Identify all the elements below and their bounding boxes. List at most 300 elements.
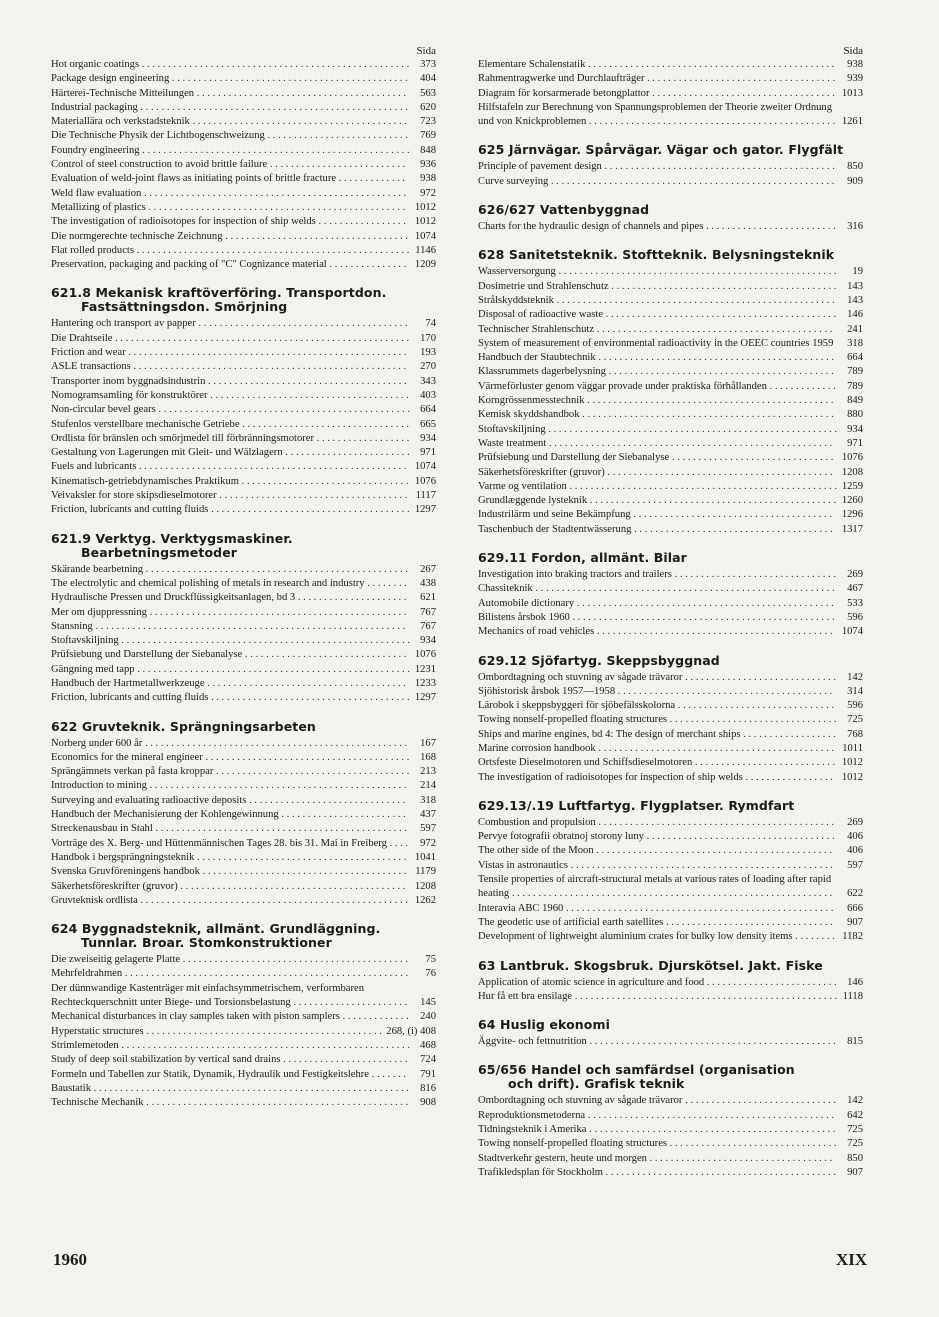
- dot-leader: . . . . . . . . . . . . . . . . . . . . . . . . . . . . . . . . . . . . . .: [631, 523, 833, 535]
- dot-leader: . . . . . . . . . . . . . . . . . . . . . . . . . . . . . . . . . . . . . .: [205, 375, 407, 387]
- page-number: 269: [847, 816, 863, 828]
- page-number: 142: [847, 671, 863, 683]
- entry-title-text: Mechanical disturbances in clay samples taken with piston samplers: [51, 1011, 340, 1023]
- page-number: 373: [420, 59, 436, 70]
- page-number: 403: [420, 389, 436, 401]
- section-heading: [51, 922, 436, 950]
- entry-title-text: Economics for the mineral engineer: [51, 751, 203, 763]
- page-number: 143: [847, 280, 863, 292]
- entry-title-text: Fuels and lubricants: [51, 461, 137, 473]
- entry-title: [51, 822, 410, 836]
- entry-title-text: Strålskyddsteknik: [478, 294, 554, 306]
- index-entry: [51, 215, 436, 229]
- dot-leader: . . . . . . . . . . . . . . . . . . . . . . . . . . . . . . . . . . . . . . . . . . . . .: [594, 323, 833, 335]
- entry-title-text: Hilfstafeln zur Berechnung von Spannungsproblemen der Theorie zweiter Ordnung und von Knickproblemen: [478, 101, 833, 128]
- entry-title: [51, 982, 410, 1011]
- section-heading-line: 621.9 Verktyg. Verktygsmaskiner.: [51, 530, 293, 546]
- page-number: 1297: [414, 692, 436, 704]
- page-number: 848: [420, 144, 436, 156]
- entry-title: [51, 375, 410, 389]
- entry-title-text: Hantering och transport av papper: [51, 318, 196, 330]
- entry-title: [478, 713, 837, 727]
- entry-title-text: Combustion and propulsion: [478, 816, 596, 828]
- entry-title-text: Sjöhistorisk årsbok 1957—1958: [478, 685, 616, 697]
- entry-title: [51, 72, 410, 86]
- entry-title: [51, 403, 410, 417]
- dot-leader: . . . . . . . . . . . . . . . . . . . . . . . . . . . . . .: [675, 700, 835, 712]
- page-number: 343: [420, 375, 436, 387]
- entry-title: [478, 816, 837, 830]
- section-heading: [478, 654, 863, 668]
- entry-title-text: Formeln und Tabellen zur Statik, Dynamik, Hydraulik und Festigkeitslehre: [51, 1068, 369, 1080]
- page-number: 1262: [414, 894, 436, 906]
- dot-leader: . . . . . . . . . . . . . . . . . . . . . . . . . . . . . . . . . . . . . . . . . . . . . . . . . . . . . . .: [545, 423, 838, 435]
- page-number: 318: [420, 794, 436, 806]
- page-number: 270: [420, 361, 436, 373]
- entry-title-text: Package design engineering: [51, 73, 170, 85]
- entry-title: [478, 742, 837, 756]
- page-number: 1261: [841, 116, 863, 128]
- index-entry: [478, 87, 863, 101]
- dot-leader: . . . . . . . . . . . . . . . . . . . . . . . . . . . . . . . . . . . . . . . . . . .: [605, 366, 834, 378]
- entry-title-text: Wasserversorgung: [478, 266, 556, 278]
- index-entry: [478, 58, 863, 72]
- dot-leader: . . . . . . . . . . . . . . . . . . . . . . . . . . . . . . . . . . . . . . . . . . . . . . . . . . . . . . .: [118, 1039, 410, 1051]
- entry-title: [51, 751, 410, 765]
- dot-leader: . . . . . . . . . . . . . . . . . . . . . . . . . . . . . . . . . . . . . . . . . . . . .: [593, 845, 832, 857]
- entry-title: [51, 258, 410, 272]
- index-entry: [51, 317, 436, 331]
- page-number: 907: [847, 916, 863, 928]
- dot-leader: . . . . . . . . . . . . .: [766, 380, 836, 392]
- entry-title-text: Reproduktionsmetoderna: [478, 1109, 586, 1121]
- dot-leader: . . . . . . . . . . . . . . . . . . . . . . . . . . . . . . . . . . . . . . . . . . . . . . .: [586, 1036, 836, 1048]
- section-heading-line: 629.13/.19 Luftfartyg. Flygplatser. Rymdfart: [478, 797, 795, 813]
- page-number: 146: [847, 976, 863, 988]
- index-entry: [51, 58, 436, 72]
- entry-title: [51, 201, 410, 215]
- dot-leader: . . . . . . . . . . . . . . . . . . . . . . . . . . . . . . . . . . . . . . . . . . . . . . . . . . . . . . . . . . . .: [91, 1082, 409, 1094]
- entry-title-text: The electrolytic and chemical polishing of metals in research and industry: [51, 577, 365, 589]
- entry-title: [478, 423, 837, 437]
- dot-leader: . . . . . . . . . . . . . . . . .: [315, 216, 406, 228]
- index-entry: [51, 144, 436, 158]
- dot-leader: . . . . . . . . . . . . . . . . . . . . . . . . . . . . . . . . . . . . . . . . . . . . . . . . . . . . . .: [546, 437, 833, 449]
- index-entry: [478, 494, 863, 508]
- dot-leader: . . . . . . . . . . . . . . . . . . . . . . . . . . . . . . . . . . . . . .: [204, 677, 406, 689]
- dot-leader: . . . . . . . . . . . . .: [339, 1011, 409, 1023]
- index-entry: [478, 508, 863, 522]
- entry-title-text: Skärande bearbetning: [51, 563, 144, 575]
- page-number: 269: [847, 569, 863, 581]
- page-number: 880: [847, 409, 863, 421]
- page-number: 791: [420, 1068, 436, 1080]
- dot-leader: . . . . . . . . . . . . . . . . . . . . . . . . . . . . . . . . . . . . . . . . . . . . . . . . . . . .: [133, 244, 410, 256]
- entry-title-text: Säkerhetsföreskrifter (gruvor): [478, 466, 605, 478]
- entry-title: [478, 671, 837, 685]
- index-entry: [51, 563, 436, 577]
- dot-leader: . . . . . . . . . . . . . . . . .: [742, 771, 833, 783]
- index-entry: [478, 72, 863, 86]
- entry-title: [51, 144, 410, 158]
- index-entry: [478, 365, 863, 379]
- entry-title: [478, 294, 837, 308]
- dot-leader: . . . . . . . . . . . . . . . . . . . . . . . . . . . . . . . . . . . . . . . . . . . . . . . . . .: [572, 990, 837, 1002]
- index-entry: [478, 1152, 863, 1166]
- index-entry: [51, 620, 436, 634]
- page-number: 145: [420, 997, 436, 1009]
- entry-title-text: ASLE transactions: [51, 361, 131, 373]
- entry-title: [51, 187, 410, 201]
- dot-leader: . . . . . . . . . . . . . . . . . . . . . . . . . . . . . . . . . . . . . . . .: [195, 318, 408, 330]
- index-entry: [51, 418, 436, 432]
- entry-title: [51, 317, 410, 331]
- entry-title-text: Ortsfeste Dieselmotoren und Schiffsdieselmotoren: [478, 757, 693, 769]
- page-number: 146: [847, 309, 863, 321]
- entry-title-text: Norberg under 600 år: [51, 737, 143, 749]
- entry-title: [51, 779, 410, 793]
- index-entry: [51, 894, 436, 908]
- entry-title: [51, 58, 410, 72]
- entry-title-text: Weld flaw evaluation: [51, 187, 142, 199]
- entry-title: [478, 1094, 837, 1108]
- entry-title-text: Kinematisch-getriebdynamisches Praktikum: [51, 475, 239, 487]
- entry-title-text: Control of steel construction to avoid brittle failure: [51, 159, 268, 171]
- section-heading-line: Fastsättningsdon. Smörjning: [81, 299, 288, 315]
- dot-leader: . . . .: [386, 837, 409, 849]
- page-number: 768: [847, 728, 863, 740]
- entry-title: [478, 976, 837, 990]
- section-heading: [478, 143, 863, 157]
- entry-title-text: Diagram för korsarmerade betongplattor: [478, 87, 650, 99]
- dot-leader: . . . . . . . . . . . . . . . . . . . . . . . . . . . . . . . . . . .: [646, 1152, 833, 1164]
- index-entry: [51, 115, 436, 129]
- section-heading: [478, 1018, 863, 1032]
- entry-title: [478, 699, 837, 713]
- entry-title: [478, 308, 837, 322]
- dot-leader: . . . . . . . . . . . . . . . . . . . . . . . . . . . . . . . .: [667, 714, 837, 726]
- page-number: 1074: [414, 461, 436, 473]
- dot-leader: . . . . . . . . . . . . . . . . . . . . . . . . . . . . . . . . . . . . . . . . . . .: [177, 880, 406, 892]
- entry-title-text: Hyperstatic structures: [51, 1025, 144, 1037]
- entry-title: [51, 1010, 410, 1024]
- section-heading-line: Tunnlar. Broar. Stomkonstruktioner: [81, 935, 332, 951]
- index-entry: [51, 503, 436, 517]
- page-number: 467: [847, 583, 863, 595]
- index-entry: [478, 294, 863, 308]
- page-number: 620: [420, 101, 436, 113]
- page-number: 142: [847, 1095, 863, 1107]
- page-number: 1233: [414, 677, 436, 689]
- index-entry: [51, 591, 436, 605]
- page-number: 725: [847, 1124, 863, 1136]
- page-number: 789: [847, 380, 863, 392]
- dot-leader: . . . . . . . . . . . . . . . . . . . . . . . . . . . . . . . . . . . . . .: [630, 509, 832, 521]
- dot-leader: . . . . . . . . . . . . . . . . . . . . . . . . . . . . . . . . . . . . . . .: [202, 751, 410, 763]
- entry-title: [478, 466, 837, 480]
- entry-title: [51, 837, 410, 851]
- dot-leader: . . . . . . .: [369, 1068, 407, 1080]
- dot-leader: . . . . . . . . . . . . . . . . . . . . . . . . . . . . . . . . . . . . . . . . . . . . . . . . . .: [143, 1097, 409, 1109]
- dot-leader: . . . . . . . . . . . . . . . . . . . . . . . . . . . . . . . . . . . . . . . . . . . . . . . . .: [146, 780, 407, 792]
- entry-title-text: Prüfsiebung und Darstellung der Siebanalyse: [478, 452, 670, 464]
- index-entry: [478, 756, 863, 770]
- section-heading-line: och drift). Grafisk teknik: [508, 1076, 685, 1092]
- entry-title-text: Stadtverkehr gestern, heute und morgen: [478, 1152, 647, 1164]
- entry-title: [51, 389, 410, 403]
- page-number: 850: [847, 161, 863, 173]
- entry-title: [51, 691, 410, 705]
- entry-title-text: Handbuch der Mechanisierung der Kohlengewinnung: [51, 809, 279, 821]
- entry-title: [478, 1166, 837, 1180]
- page-number: 1317: [841, 523, 863, 535]
- entry-title: [51, 794, 410, 808]
- entry-title-text: Handbok i bergsprängningsteknik: [51, 851, 195, 863]
- entry-title: [478, 380, 837, 394]
- page-number: 1011: [842, 742, 863, 754]
- entry-title: [51, 663, 410, 677]
- entry-title-text: Transporter inom byggnadsindustrin: [51, 375, 206, 387]
- page-number: 267: [420, 563, 436, 575]
- dot-leader: . . . . . . . . . . . . . . . . . . . . . . . . . . . . . . . . . . . . . . . . . . . . .: [595, 816, 835, 828]
- page-number: 767: [420, 620, 436, 632]
- entry-title: [478, 101, 837, 130]
- index-entry: [51, 489, 436, 503]
- page-number: 1179: [415, 866, 436, 878]
- page-number: 1012: [841, 757, 863, 769]
- page-number: 1074: [414, 230, 436, 242]
- dot-leader: . . . . . . . . . . . . . . . . . . . . . . . . . . . . . . . . . . . . . . . . . . . . . . . . . . . . .: [555, 266, 837, 278]
- entry-title-text: Surveying and evaluating radioactive deposits: [51, 794, 247, 806]
- dot-leader: . . . . . . . . . . . . .: [336, 173, 405, 185]
- index-entry: [478, 930, 863, 944]
- entry-title: [478, 408, 837, 422]
- page-number: 597: [847, 859, 863, 871]
- entry-title: [51, 332, 410, 346]
- page-number: 167: [420, 737, 436, 749]
- entry-title: [478, 902, 837, 916]
- index-entry: [51, 953, 436, 967]
- left-column: [51, 44, 436, 1110]
- dot-leader: . . . . . . . . . . . . . . . . . . . . . . . . . . . . . . . . . . . . . . . . . . . . . . . . . .: [569, 611, 835, 623]
- entry-title-text: Sprängämnets verkan på fasta kroppar: [51, 766, 214, 778]
- entry-title: [478, 494, 837, 508]
- dot-leader: . . . . . . . . . . . . . . . . . . . . . . . . . . .: [264, 130, 408, 142]
- dot-leader: . . . . . . . . . . . . . . . . . . . . . . . . . . . . . . . . . . . . .: [213, 766, 410, 778]
- index-entry: [478, 597, 863, 611]
- entry-title: [51, 620, 410, 634]
- entry-title: [478, 597, 837, 611]
- dot-leader: . . . . . . . . . . . . . . . . . . . . . . . . . . . . . . . . . . . . . . . .: [194, 851, 407, 863]
- entry-title: [51, 737, 410, 751]
- entry-title-text: Nomogramsamling för konstruktörer: [51, 389, 208, 401]
- page-number: 972: [420, 837, 436, 849]
- entry-title: [478, 756, 837, 770]
- index-entry: [51, 837, 436, 851]
- entry-title-text: Friction, lubricants and cutting fluids: [51, 692, 209, 704]
- page-number: 74: [425, 318, 436, 330]
- index-entry: [478, 685, 863, 699]
- entry-title: [51, 346, 410, 360]
- page-number: 596: [847, 700, 863, 712]
- entry-title: [478, 1137, 837, 1151]
- index-entry: [51, 258, 436, 272]
- page-number: 664: [847, 352, 863, 364]
- entry-title: [51, 215, 410, 229]
- entry-title: [51, 460, 410, 474]
- section-heading-line: 624 Byggnadsteknik, allmänt. Grundläggning.: [51, 921, 381, 937]
- page-number: 318: [847, 337, 863, 349]
- dot-leader: . . . . . . . . . . . . . . . . . . . . . . . . . . . . . . . . . . . . . . . . . . . . . . . . .: [574, 597, 834, 609]
- page-number: 1231: [414, 663, 436, 675]
- page-number: 214: [420, 780, 436, 792]
- section-heading-line: Bearbetningsmetoder: [81, 544, 238, 560]
- dot-leader: . . . . . . . . . . . . . . . . . . . . . . . . . . . . . . . . . . . . . . . . . . . . . . . . . . .: [136, 461, 407, 473]
- index-entry: [478, 902, 863, 916]
- index-entry: [478, 713, 863, 727]
- index-entry: [478, 451, 863, 465]
- entry-title: [51, 1082, 410, 1096]
- entry-title: [478, 916, 837, 930]
- page-number: 438: [420, 577, 436, 589]
- index-entry: [478, 859, 863, 873]
- section-heading: [51, 286, 436, 314]
- index-entry: [51, 1039, 436, 1053]
- page-number: 621: [420, 592, 436, 604]
- entry-title: [478, 175, 837, 189]
- entry-title-text: Technischer Strahlenschutz: [478, 323, 595, 335]
- entry-title-text: Technische Mechanik: [51, 1097, 144, 1109]
- page-number: 1076: [841, 452, 863, 464]
- page-number: 907: [847, 1166, 863, 1178]
- entry-title: [478, 58, 837, 72]
- page-number: 1297: [414, 504, 436, 516]
- page-number: 666: [847, 902, 863, 914]
- dot-leader: . . . . . . . . . . . . . . . . . . . . . . . . . . . . . . . . . . . . . . . . . . .: [180, 954, 408, 966]
- entry-title: [478, 611, 837, 625]
- entry-title-text: Vistas in astronautics: [478, 859, 568, 871]
- entry-title-text: Gestaltung von Lagerungen mit Gleit- und Wälzlagern: [51, 447, 283, 459]
- entry-title: [478, 220, 837, 234]
- dot-leader: . . . . . . . . . . . . . . . . . . . . . .: [290, 997, 408, 1009]
- page-number: 76: [425, 968, 436, 980]
- entry-title: [51, 446, 410, 460]
- entry-title: [51, 648, 410, 662]
- index-entry: [478, 265, 863, 279]
- index-entry: [478, 816, 863, 830]
- index-entry: [51, 332, 436, 346]
- page-number: 1117: [415, 490, 436, 502]
- index-entry: [51, 751, 436, 765]
- dot-leader: . . . . . . . . . . . . . . . . . .: [314, 432, 410, 444]
- entry-title-text: System of measurement of environmental radioactivity in the OEEC countries 1959: [478, 337, 834, 349]
- page-number: 934: [847, 423, 863, 435]
- right-column: [478, 44, 863, 1180]
- index-entry: [478, 175, 863, 189]
- page-number: 767: [420, 606, 436, 618]
- entry-title-text: Streckenausbau in Stahl: [51, 823, 153, 835]
- index-entry: [478, 742, 863, 756]
- dot-leader: . . . . . . . . . . . . . . . . . . . . . . . . . . . . . . . . . . . . . . . . . . .: [608, 280, 837, 292]
- entry-title-text: Industrilärm und seine Bekämpfung: [478, 509, 631, 521]
- entry-title-text: Kemisk skyddshandbok: [478, 409, 580, 421]
- page-number: 168: [420, 751, 436, 763]
- page-number: 725: [847, 714, 863, 726]
- page-number: 213: [420, 766, 436, 778]
- entry-title-text: Hydraulische Pressen und Druckflüssigkeitsanlagen, bd 3: [51, 592, 296, 604]
- entry-title: [478, 728, 837, 742]
- dot-leader: . . . . . . . . . . . . . . . . . . . . . . . . . . . . . . . . . . . . . . . . . . . . . . . . . . . . . . . . . . .: [92, 620, 406, 632]
- index-entry: [51, 1096, 436, 1110]
- index-entry: [51, 634, 436, 648]
- entry-title-text: Study of deep soil stabilization by vertical sand drains: [51, 1054, 281, 1066]
- entry-title-text: The other side of the Moon: [478, 845, 594, 857]
- entry-title-text: Dosimetrie und Strahlenschutz: [478, 280, 609, 292]
- page-number: 1260: [841, 495, 863, 507]
- entry-title: [51, 475, 410, 489]
- page-number: 971: [847, 437, 863, 449]
- entry-title-text: Stansning: [51, 620, 93, 632]
- index-entry: [51, 1082, 436, 1096]
- entry-title-text: Towing nonself-propelled floating structures: [478, 1138, 668, 1150]
- dot-leader: . . . . . . . . . . . . . . . . . . . . . . . . . . . . . . . . . . . . . . . . . . . . . . . . . . . . .: [553, 294, 835, 306]
- dot-leader: . . . . . . . . . . . . . . . . . . . . . . . . . . . . .: [682, 1095, 837, 1107]
- page-number: 1118: [842, 990, 863, 1002]
- entry-title: [478, 685, 837, 699]
- index-entry: [478, 611, 863, 625]
- page-number: 622: [847, 888, 863, 900]
- index-entry: [478, 437, 863, 451]
- section-heading: [478, 1063, 863, 1091]
- dot-leader: . . . . . . . . . . . . . . . . . . . . .: [295, 592, 407, 604]
- page-number: 1209: [414, 259, 436, 271]
- entry-title-text: Veivaksler for store skipsdieselmotorer: [51, 490, 217, 502]
- entry-title-text: Investigation into braking tractors and trailers: [478, 569, 672, 581]
- entry-title-text: Korngrössenmesstechnik: [478, 395, 585, 407]
- entry-title-text: Automobile dictionary: [478, 597, 575, 609]
- entry-title-text: Hot organic coatings: [51, 59, 140, 70]
- page-number: 241: [847, 323, 863, 335]
- entry-title-text: Rahmentragwerke und Durchlaufträger: [478, 73, 645, 85]
- entry-title-text: Die Technische Physik der Lichtbogenschweizung: [51, 130, 265, 142]
- entry-title: [478, 394, 837, 408]
- entry-title-text: Chassiteknik: [478, 583, 533, 595]
- entry-title: [478, 87, 837, 101]
- entry-title-text: Foundry engineering: [51, 144, 140, 156]
- section-heading-line: 628 Sanitetsteknik. Stoftteknik. Belysningsteknik: [478, 247, 835, 263]
- entry-title: [478, 160, 837, 174]
- entry-title-text: Preservation, packaging and packing of "C" Cognizance material: [51, 259, 327, 271]
- page-number: 936: [420, 159, 436, 171]
- entry-title-text: Säkerhetsföreskrifter (gruvor): [51, 880, 178, 892]
- entry-title-text: Klassrummets dagerbelysning: [478, 366, 606, 378]
- entry-title-text: Hur få ett bra ensilage: [478, 990, 573, 1002]
- page-number: 971: [420, 447, 436, 459]
- index-entry: [478, 1035, 863, 1049]
- index-entry: [51, 129, 436, 143]
- page-number: 850: [847, 1152, 863, 1164]
- dot-leader: . . . . . . . . . . . . . . . . . . . . . . . .: [282, 447, 410, 459]
- entry-title-text: Lärobok i skeppsbyggeri för sjöbefälsskolorna: [478, 700, 676, 712]
- dot-leader: . . . . . . . . . . . . . . . . . . . . . . . . . . . . . . .: [669, 452, 834, 464]
- page-number: 934: [420, 432, 436, 444]
- index-entry: [51, 967, 436, 981]
- page-number: 789: [847, 366, 863, 378]
- section-heading: [51, 720, 436, 734]
- entry-title-text: Die Drahtseile: [51, 332, 113, 344]
- index-entry: [478, 1166, 863, 1180]
- dot-leader: . . . . . . . . . . . . . . . . . . . . . . . . . . . . . . .: [242, 649, 407, 661]
